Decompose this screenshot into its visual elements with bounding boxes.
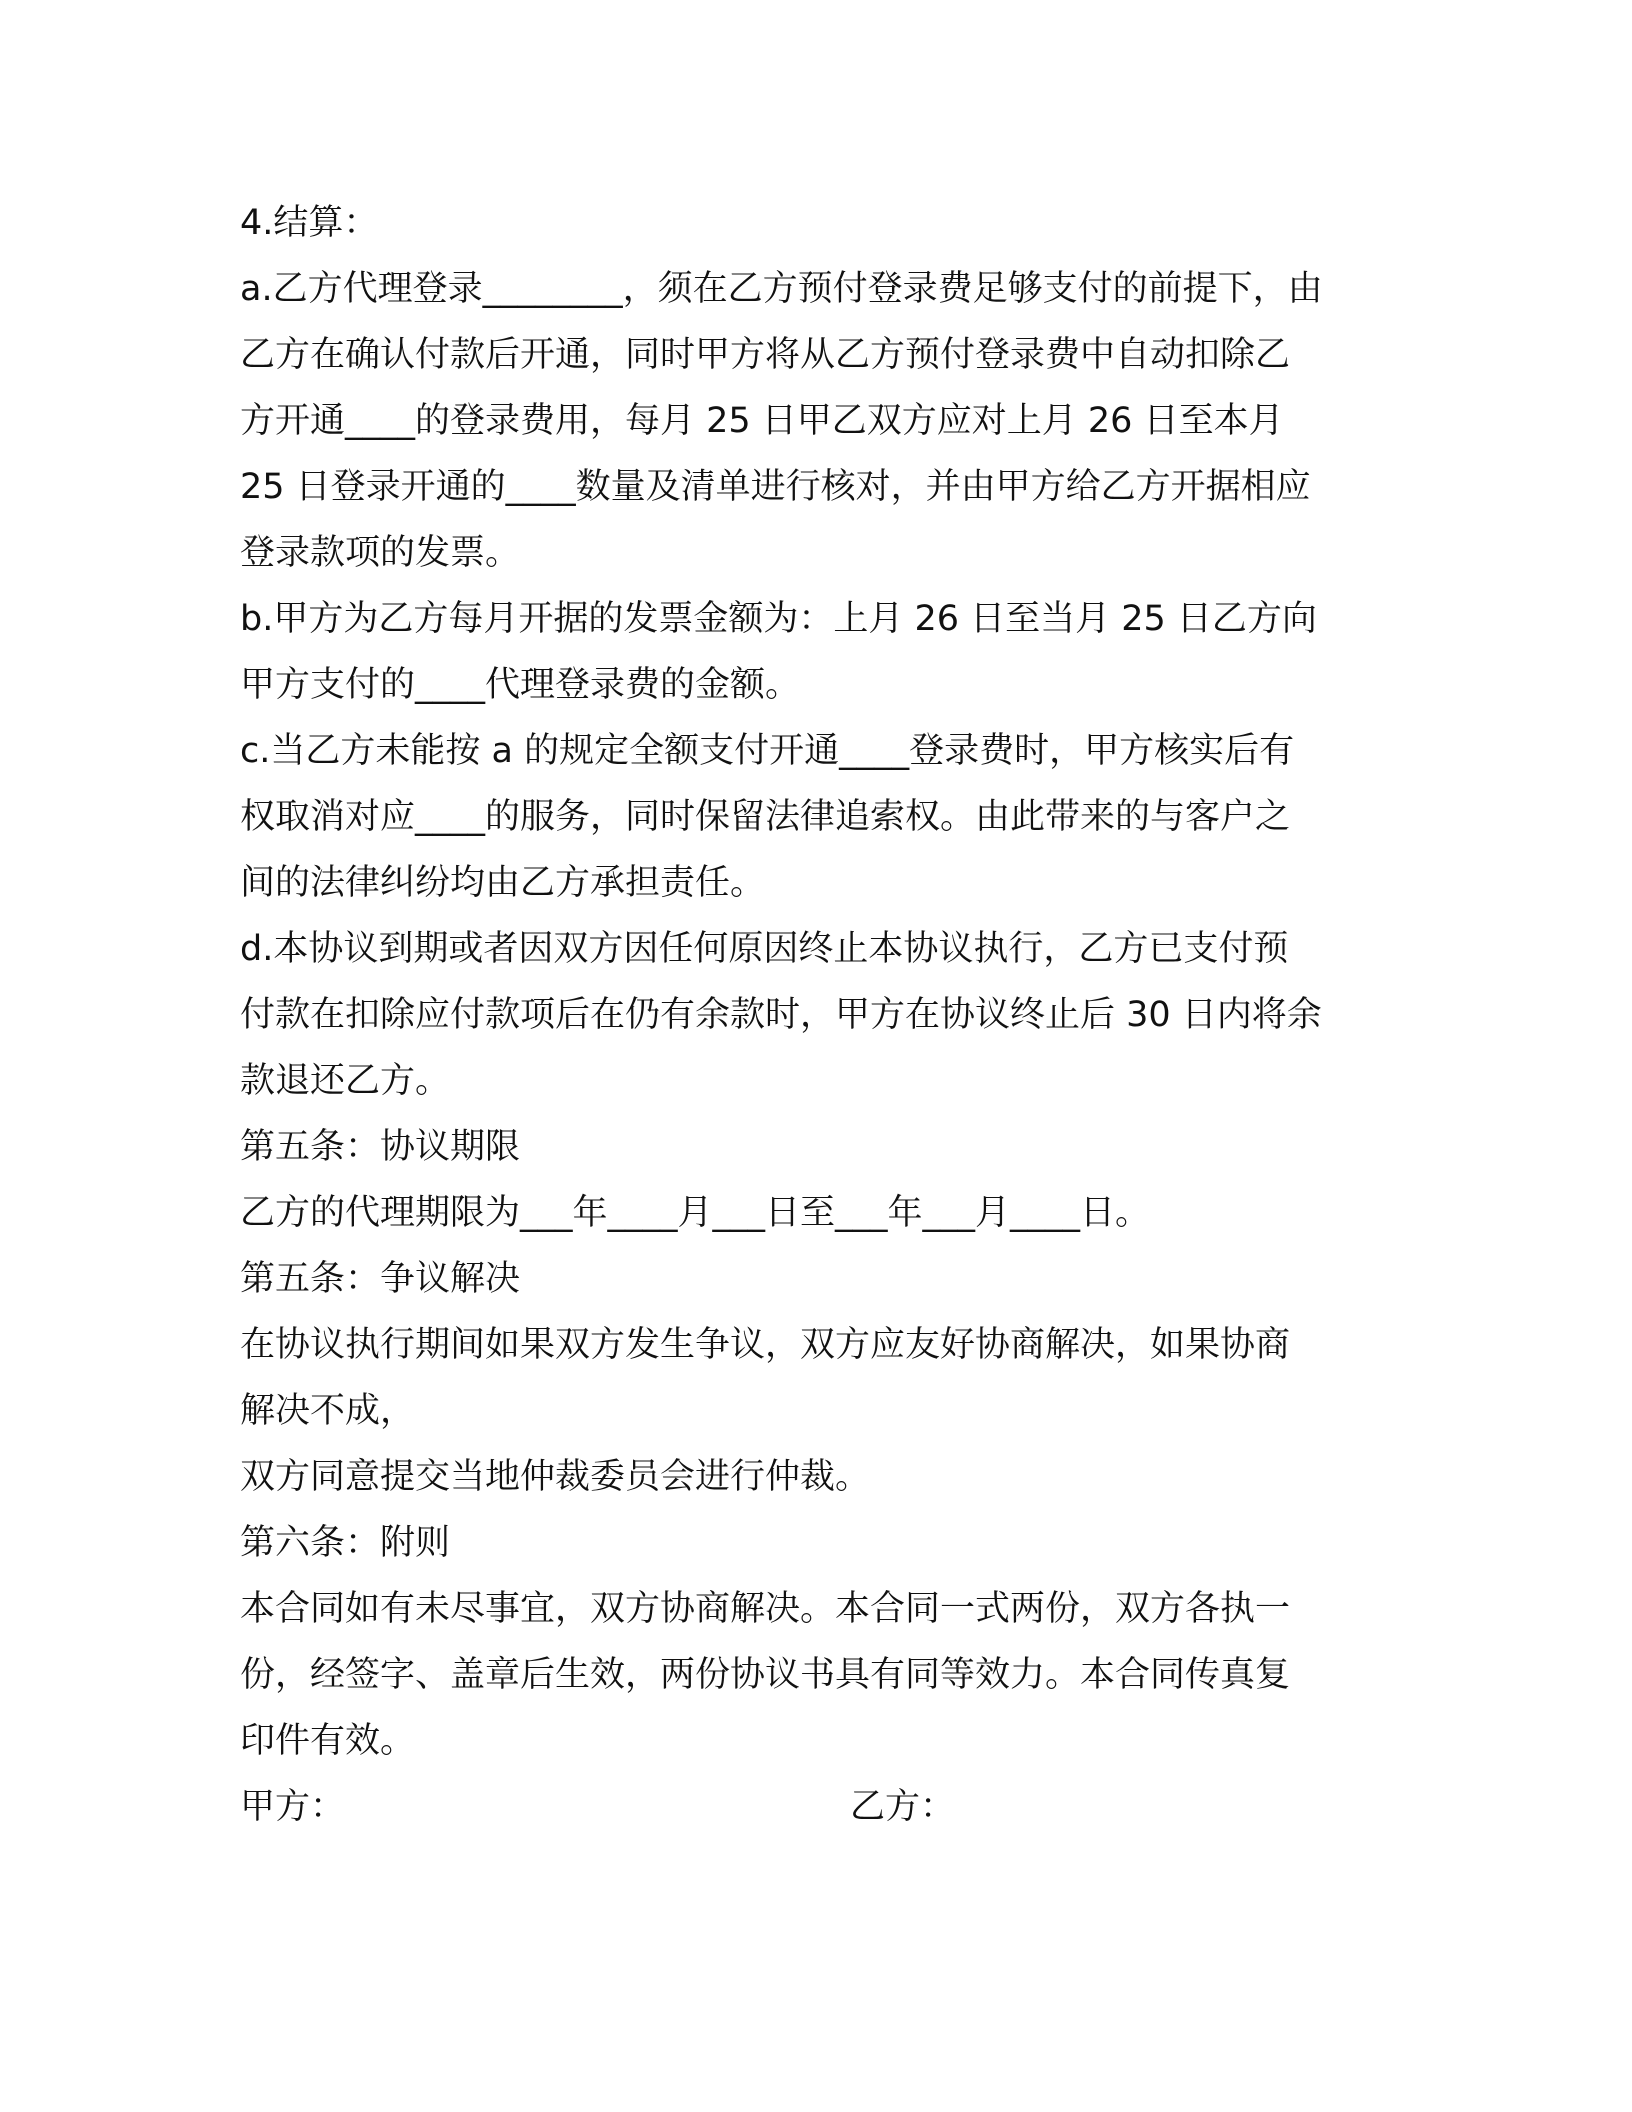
clause-a-line-3: 方开通____的登录费用，每月 25 日甲乙双方应对上月 26 日至本月 [240, 401, 1284, 441]
agency-term-line: 乙方的代理期限为___年____月___日至___年___月____日。 [240, 1193, 1151, 1233]
clause-a-line-4: 25 日登录开通的____数量及清单进行核对，并由甲方给乙方开据相应 [240, 467, 1311, 507]
party-b-signature-label: 乙方： [850, 1787, 956, 1827]
dispute-line-3: 双方同意提交当地仲裁委员会进行仲裁。 [240, 1457, 871, 1497]
clause-d-line-1: d.本协议到期或者因双方因任何原因终止本协议执行，乙方已支付预 [240, 929, 1289, 969]
signature-row [240, 1774, 1400, 1840]
article-term-heading: 第五条：协议期限 [240, 1127, 521, 1167]
supplementary-line-1: 本合同如有未尽事宜，双方协商解决。本合同一式两份，双方各执一 [240, 1589, 1291, 1629]
clause-d-line-2: 付款在扣除应付款项后在仍有余款时，甲方在协议终止后 30 日内将余 [240, 995, 1322, 1035]
clause-b-line-1: b.甲方为乙方每月开据的发票金额为：上月 26 日至当月 25 日乙方向 [240, 599, 1317, 639]
clause-c-line-2: 权取消对应____的服务，同时保留法律追索权。由此带来的与客户之 [240, 797, 1291, 837]
article-supplementary-heading: 第六条：附则 [240, 1523, 451, 1563]
clause-a-line-2: 乙方在确认付款后开通，同时甲方将从乙方预付登录费中自动扣除乙 [240, 335, 1291, 375]
party-a-signature-label: 甲方： [240, 1787, 346, 1827]
clause-b-line-2: 甲方支付的____代理登录费的金额。 [240, 665, 801, 705]
article-dispute-heading: 第五条：争议解决 [240, 1259, 521, 1299]
supplementary-line-3: 印件有效。 [240, 1721, 416, 1761]
dispute-line-2: 解决不成， [240, 1391, 416, 1431]
document-body [240, 190, 1400, 1840]
settlement-heading: 4.结算： [240, 203, 379, 243]
dispute-line-1: 在协议执行期间如果双方发生争议，双方应友好协商解决，如果协商 [240, 1325, 1291, 1365]
clause-c-line-1: c.当乙方未能按 a 的规定全额支付开通____登录费时，甲方核实后有 [240, 731, 1295, 771]
supplementary-line-2: 份，经签字、盖章后生效，两份协议书具有同等效力。本合同传真复 [240, 1655, 1291, 1695]
clause-d-line-3: 款退还乙方。 [240, 1061, 451, 1101]
clause-a-line-1: a.乙方代理登录________，须在乙方预付登录费足够支付的前提下，由 [240, 269, 1323, 309]
clause-a-line-5: 登录款项的发票。 [240, 533, 521, 573]
clause-c-line-3: 间的法律纠纷均由乙方承担责任。 [240, 863, 766, 903]
